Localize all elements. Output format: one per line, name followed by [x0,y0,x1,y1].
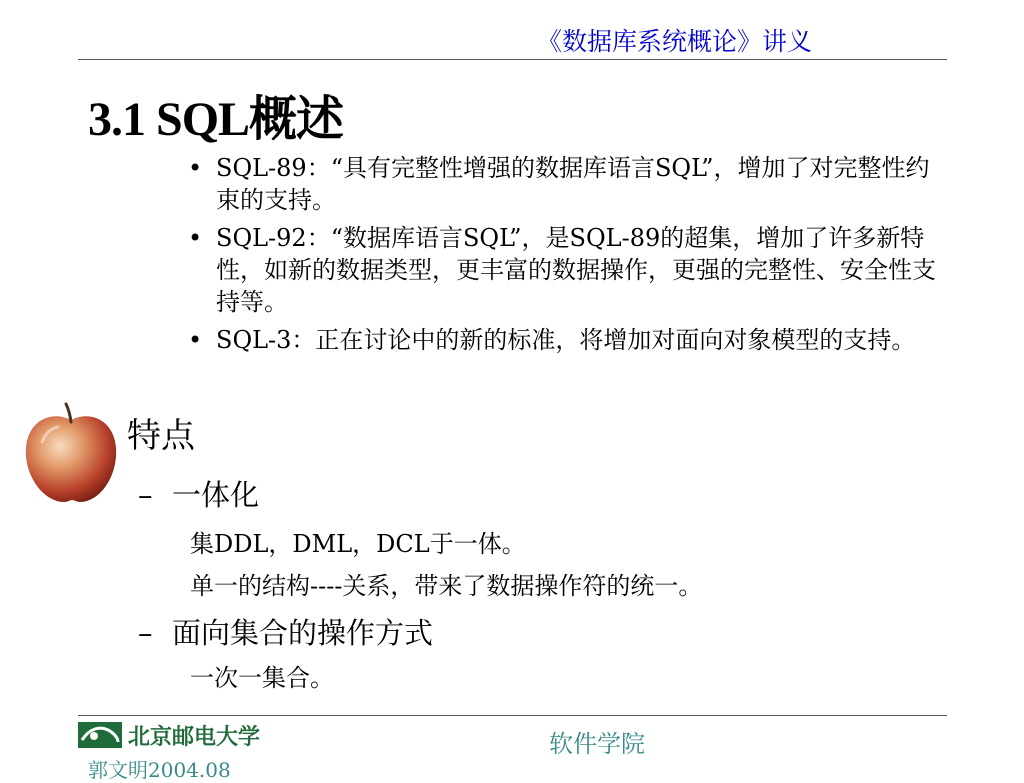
footer-college: 软件学院 [549,730,645,758]
detail-text: 集DDL，DML，DCL于一体。 [190,530,526,558]
bullet-list [188,152,938,362]
university-emblem-icon [78,722,122,748]
bullet-text: SQL-3：正在讨论中的新的标准，将增加对面向对象模型的支持。 [216,326,916,354]
apple-icon [22,402,120,506]
sub-heading [138,614,433,652]
feature-heading: 特点 [127,416,195,456]
bullet-text: SQL-89：“具有完整性增强的数据库语言SQL”，增加了对完整性约束的支持。 [216,154,930,214]
footer-divider [78,715,947,716]
university-logo [78,720,308,750]
bullet-dot: • [188,224,203,252]
bullet-text: SQL-92：“数据库语言SQL”，是SQL-89的超集，增加了许多新特性，如新的数据类型，更丰富的数据操作，更强的完整性、安全性支持等。 [216,224,936,316]
sub-heading-label: 一体化 [172,478,260,512]
bullet-item [188,222,938,318]
bullet-dot: • [188,326,203,354]
header-divider [78,59,947,60]
bullet-item [188,324,938,356]
sub-heading [138,476,259,514]
bullet-dot: • [188,154,203,182]
bullet-item [188,152,938,216]
logo-text: 北京邮电大学 [128,724,261,750]
header-title: 《数据库系统概论》讲义 [537,27,813,56]
slide-title: 3.1 SQL概述 [88,93,344,146]
dash-marker: – [138,478,153,512]
detail-text: 单一的结构----关系，带来了数据操作符的统一。 [190,572,703,600]
dash-marker: – [138,616,153,650]
sub-heading-label: 面向集合的操作方式 [172,616,434,650]
footer-author: 郭文明2004.08 [88,758,231,782]
detail-text: 一次一集合。 [190,664,334,692]
